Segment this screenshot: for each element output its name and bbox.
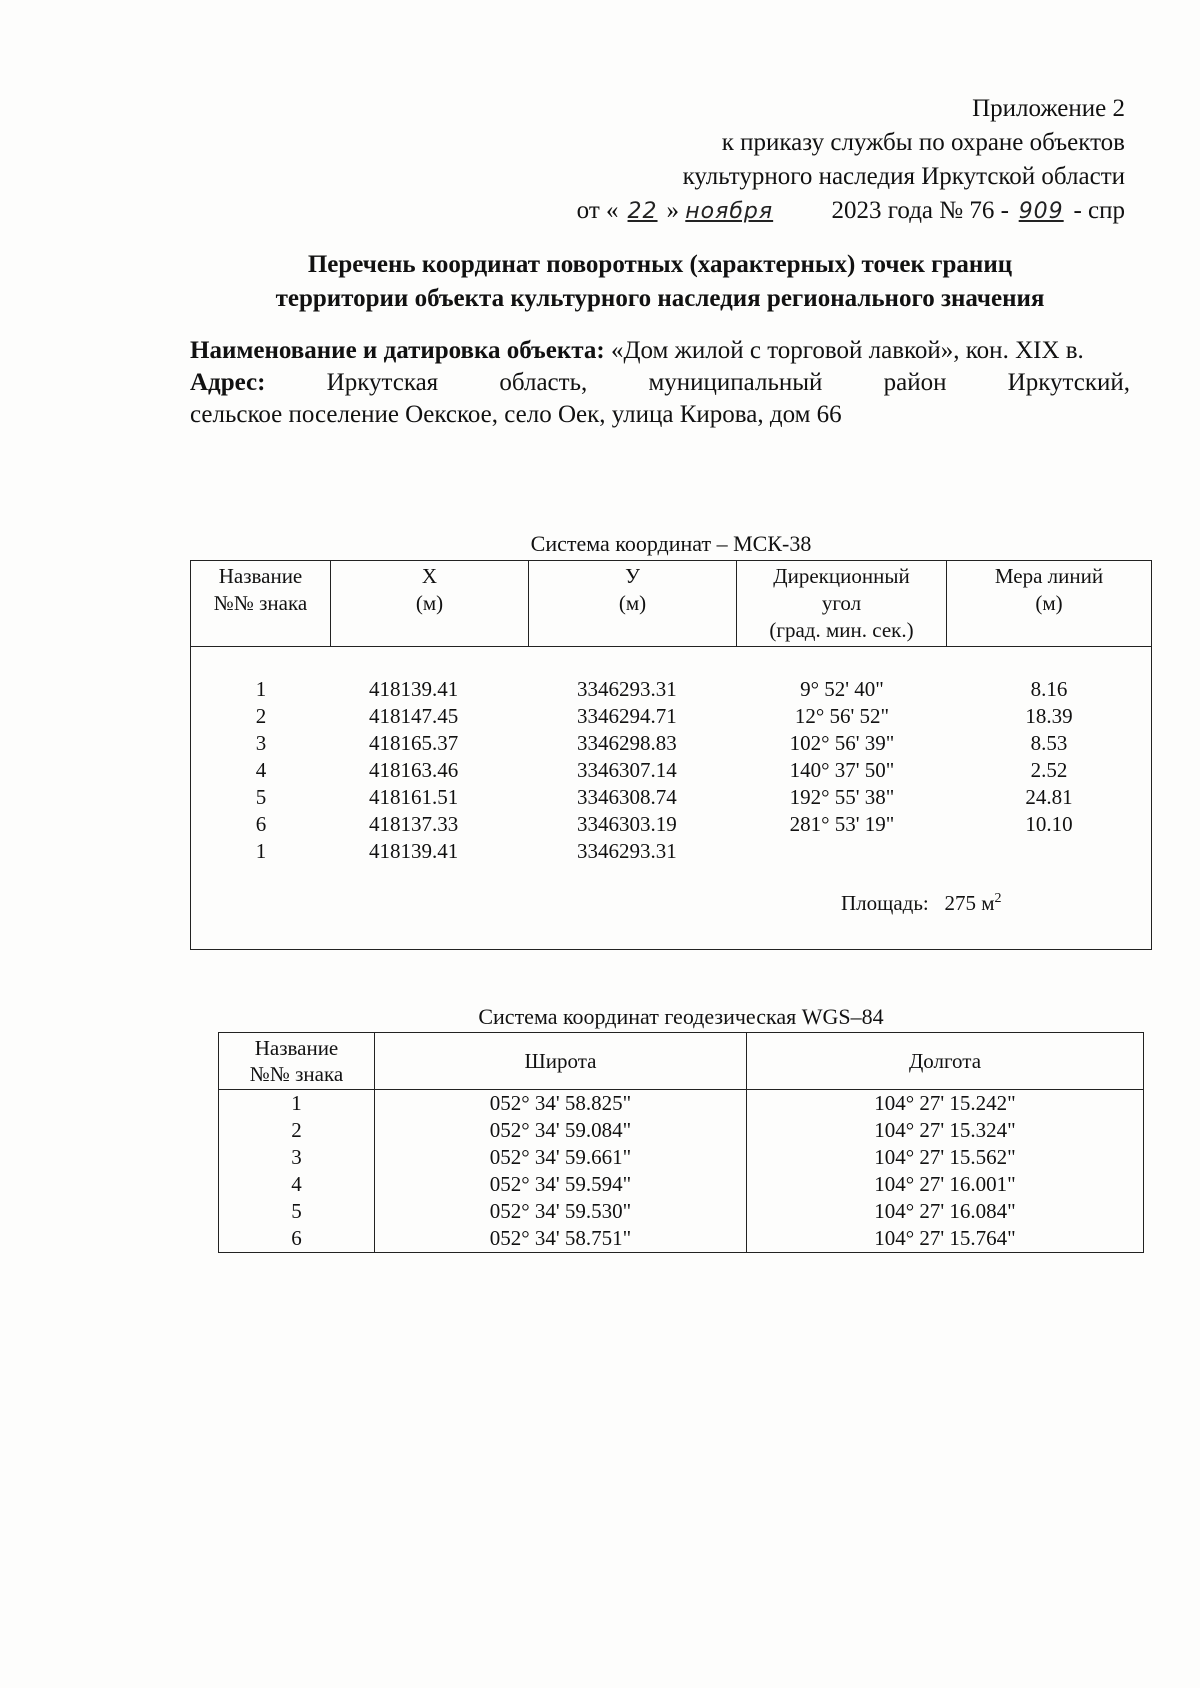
y-value: 3346308.74 xyxy=(577,785,677,809)
year-and-number: 2023 года № 76 - xyxy=(831,197,1009,224)
header-text: (м) xyxy=(618,591,647,615)
latitude-value: 052° 34' 58.751" xyxy=(375,1225,747,1252)
longitude-value: 104° 27' 15.562" xyxy=(874,1145,1016,1169)
length-value: 10.10 xyxy=(1025,812,1073,836)
table-row xyxy=(219,1225,1143,1252)
point-number: 3 xyxy=(219,1144,375,1171)
x-value: 418165.37 xyxy=(369,731,459,755)
point-number: 3 xyxy=(255,731,267,755)
table-row xyxy=(219,1198,1143,1225)
wgs84-table-header xyxy=(219,1033,1143,1090)
latitude-value: 052° 34' 59.594" xyxy=(375,1171,747,1198)
handwritten-month: ноября xyxy=(685,199,774,224)
address-word: муниципальный xyxy=(648,369,823,396)
point-number: 1 xyxy=(219,1090,375,1117)
point-number: 6 xyxy=(219,1225,375,1252)
msk38-table-header xyxy=(191,561,1151,647)
address-word: область, xyxy=(499,369,588,396)
header-y xyxy=(529,561,737,646)
header-text: №№ знака xyxy=(213,591,308,615)
object-name-label: Наименование и датировка объекта: xyxy=(190,337,605,364)
angle-value: 192° 55' 38" xyxy=(789,785,895,809)
header-text: Дирекционный xyxy=(773,564,910,588)
y-value: 3346298.83 xyxy=(577,731,677,755)
angle-value: 9° 52' 40" xyxy=(800,677,884,701)
latitude-value: 052° 34' 58.825" xyxy=(375,1090,747,1117)
table-row xyxy=(219,1090,1143,1117)
document-title xyxy=(190,248,1130,316)
table-row xyxy=(191,784,1151,811)
header-text: (м) xyxy=(1035,591,1063,615)
point-number: 5 xyxy=(255,785,267,809)
appendix-header xyxy=(365,92,1125,229)
header-point-name xyxy=(191,561,331,646)
object-name-value: «Дом жилой с торговой лавкой», кон. XIX в. xyxy=(610,337,1084,364)
header-length xyxy=(947,561,1151,646)
address-word: Иркутский, xyxy=(1007,369,1130,396)
header-angle xyxy=(737,561,947,646)
header-latitude: Широта xyxy=(375,1033,747,1089)
order-reference: к приказу службы по охране объектов xyxy=(721,129,1125,156)
header-longitude: Долгота xyxy=(908,1049,982,1073)
order-date-line xyxy=(365,194,1125,229)
table2-caption: Система координат геодезическая WGS–84 xyxy=(478,1004,884,1029)
y-value: 3346307.14 xyxy=(577,758,677,782)
x-value: 418139.41 xyxy=(369,839,459,863)
header-text: X xyxy=(421,564,438,588)
header-text: (град. мин. сек.) xyxy=(769,618,914,642)
header-text: Мера линий xyxy=(994,564,1104,588)
table-row xyxy=(191,676,1151,703)
area-label: Площадь: xyxy=(841,891,929,915)
length-value: 24.81 xyxy=(1025,785,1073,809)
handwritten-order-number: 909 xyxy=(1018,199,1064,224)
latitude-value: 052° 34' 59.084" xyxy=(375,1117,747,1144)
longitude-value: 104° 27' 16.001" xyxy=(874,1172,1016,1196)
table-row xyxy=(219,1171,1143,1198)
y-value: 3346294.71 xyxy=(577,704,677,728)
angle-value: 281° 53' 19" xyxy=(789,812,895,836)
length-value: 8.53 xyxy=(1030,731,1068,755)
longitude-value: 104° 27' 16.084" xyxy=(874,1199,1016,1223)
header-text: У xyxy=(625,564,640,588)
length-value: 8.16 xyxy=(1030,677,1068,701)
point-number: 2 xyxy=(255,704,267,728)
area-unit-power: 2 xyxy=(994,891,1002,906)
header-text: Название xyxy=(254,1036,339,1060)
header-text: Название xyxy=(218,564,303,588)
point-number: 5 xyxy=(219,1198,375,1225)
appendix-number: Приложение 2 xyxy=(972,95,1125,122)
angle-value: 102° 56' 39" xyxy=(789,731,895,755)
length-value xyxy=(947,838,1151,865)
angle-value: 12° 56' 52" xyxy=(794,704,890,728)
latitude-value: 052° 34' 59.661" xyxy=(375,1144,747,1171)
point-number: 2 xyxy=(219,1117,375,1144)
y-value: 3346293.31 xyxy=(577,839,677,863)
table-row xyxy=(191,811,1151,838)
address-line-2: сельское поселение Оекское, село Оек, улица Кирова, дом 66 xyxy=(190,401,842,428)
handwritten-day: 22 xyxy=(627,199,658,224)
header-x xyxy=(331,561,529,646)
area-summary xyxy=(841,891,1002,916)
date-prefix: от « xyxy=(576,197,619,224)
angle-value xyxy=(737,838,947,865)
point-number: 6 xyxy=(255,812,267,836)
table-row xyxy=(191,838,1151,865)
table-row xyxy=(191,730,1151,757)
angle-value: 140° 37' 50" xyxy=(789,758,895,782)
header-text: (м) xyxy=(415,591,444,615)
x-value: 418147.45 xyxy=(369,704,459,728)
table1-caption: Система координат – МСК-38 xyxy=(530,531,812,556)
point-number: 4 xyxy=(255,758,267,782)
x-value: 418161.51 xyxy=(369,785,459,809)
address-word: район xyxy=(883,369,947,396)
longitude-value: 104° 27' 15.242" xyxy=(874,1091,1016,1115)
title-line-1: Перечень координат поворотных (характерных) точек границ xyxy=(307,251,1013,278)
length-value: 18.39 xyxy=(1025,704,1073,728)
point-number: 1 xyxy=(255,839,267,863)
point-number: 4 xyxy=(219,1171,375,1198)
header-point-name xyxy=(219,1033,375,1089)
longitude-value: 104° 27' 15.764" xyxy=(874,1226,1016,1250)
header-text: угол xyxy=(821,591,862,615)
table-row xyxy=(219,1144,1143,1171)
order-suffix: - спр xyxy=(1073,197,1125,224)
x-value: 418163.46 xyxy=(369,758,459,782)
header-text: №№ знака xyxy=(249,1062,344,1086)
title-line-2: территории объекта культурного наследия регионального значения xyxy=(275,285,1045,312)
date-quote: » xyxy=(666,197,680,224)
latitude-value: 052° 34' 59.530" xyxy=(375,1198,747,1225)
address-word: Иркутская xyxy=(326,369,439,396)
address-label: Адрес: xyxy=(190,369,266,396)
table-row xyxy=(191,703,1151,730)
longitude-value: 104° 27' 15.324" xyxy=(874,1118,1016,1142)
agency-name: культурного наследия Иркутской области xyxy=(682,163,1125,190)
x-value: 418139.41 xyxy=(369,677,459,701)
length-value: 2.52 xyxy=(1030,758,1068,782)
object-info xyxy=(190,335,1130,431)
x-value: 418137.33 xyxy=(369,812,459,836)
table-row xyxy=(219,1117,1143,1144)
y-value: 3346303.19 xyxy=(577,812,677,836)
address-line-1 xyxy=(190,367,1130,399)
msk38-table xyxy=(190,560,1152,950)
point-number: 1 xyxy=(255,677,267,701)
area-value: 275 м xyxy=(944,891,995,915)
object-name xyxy=(190,335,1130,367)
msk38-table-body xyxy=(191,647,1151,865)
wgs84-table xyxy=(218,1032,1144,1253)
table-row xyxy=(191,757,1151,784)
y-value: 3346293.31 xyxy=(577,677,677,701)
